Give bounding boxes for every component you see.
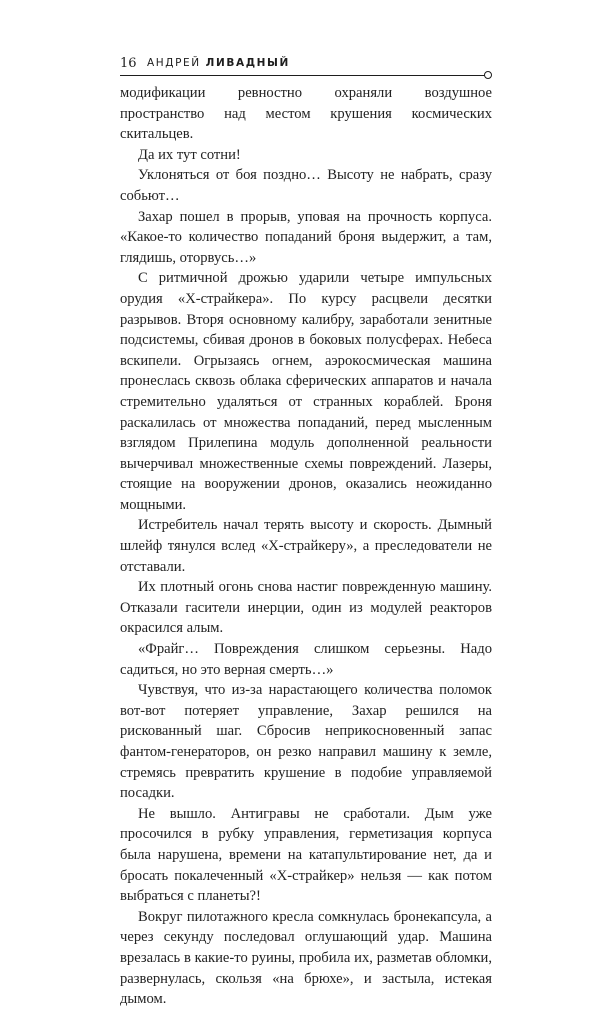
paragraph: Чувствуя, что из-за нарастающего количества поломок вот-вот потеряет управление, Захар решился на рискованный шаг. Сбросив неприкосновенный запас фантом-генераторов, он резко направил машину к земле, стремясь превратить крушение в подобие управляемой посадки. (120, 682, 492, 802)
paragraph: Вокруг пилотажного кресла сомкнулась бронекапсула, а через секунду последовал оглушающий удар. Машина врезалась в какие-то руины, пробила их, разметав обломки, развернулась, скользя «на брюхе», и застыла, истекая дымом. (120, 908, 492, 1008)
paragraph: «Фрайг… Повреждения слишком серьезны. Надо садиться, но это верная смерть…» (120, 641, 492, 678)
paragraph: модификации ревностно охраняли воздушное пространство над местом крушения космических скитальцев. (120, 85, 492, 143)
paragraph: Истребитель начал терять высоту и скорость. Дымный шлейф тянулся вслед «Х-страйкеру», а преследователи не отставали. (120, 517, 492, 575)
paragraph: Захар пошел в прорыв, уповая на прочность корпуса. «Какое-то количество попаданий броня выдержит, а там, глядишь, оторвусь…» (120, 208, 492, 266)
paragraph: Не вышло. Антигравы не сработали. Дым уже просочился в рубку управления, герметизация корпуса была нарушена, времени на катапультирование нет, да и бросать покалеченный «Х-страйкер» нельзя — как потом выбраться с планеты?! (120, 805, 492, 905)
paragraph: Уклоняться от боя поздно… Высоту не набрать, сразу собьют… (120, 167, 492, 204)
header-rule (120, 75, 486, 76)
author-first-name: АНДРЕЙ (147, 57, 201, 69)
paragraph: С ритмичной дрожью ударили четыре импульсных орудия «Х-страйкера». По курсу расцвели десятки разрывов. Вторя основному калибру, заработали зенитные подсистемы, сбивая дронов в боковых полусферах. Небеса вскипели. Огрызаясь огнем, аэрокосмическая машина пронеслась сквозь облака сферических аппаратов и начала стремительно удаляться от странных кораблей. Броня раскалилась от множества попаданий, перед мысленным взглядом Прилепина модуль дополненной реальности вычерчивал множественные схемы повреждений. Лазеры, стоящие на вооружении дронов, оказались неожиданно мощными. (120, 270, 492, 513)
paragraph: Их плотный огонь снова настиг поврежденную машину. Отказали гасители инерции, один из модулей реакторов окрасился алым. (120, 579, 492, 637)
paragraph: Да их тут сотни! (138, 146, 241, 163)
header-rule-end-circle (484, 71, 492, 79)
running-header (120, 56, 492, 80)
body-text (120, 83, 492, 1010)
page-number: 16 (120, 56, 137, 71)
author-last-name: ЛИВАДНЫЙ (205, 57, 290, 69)
author-name (147, 57, 290, 69)
